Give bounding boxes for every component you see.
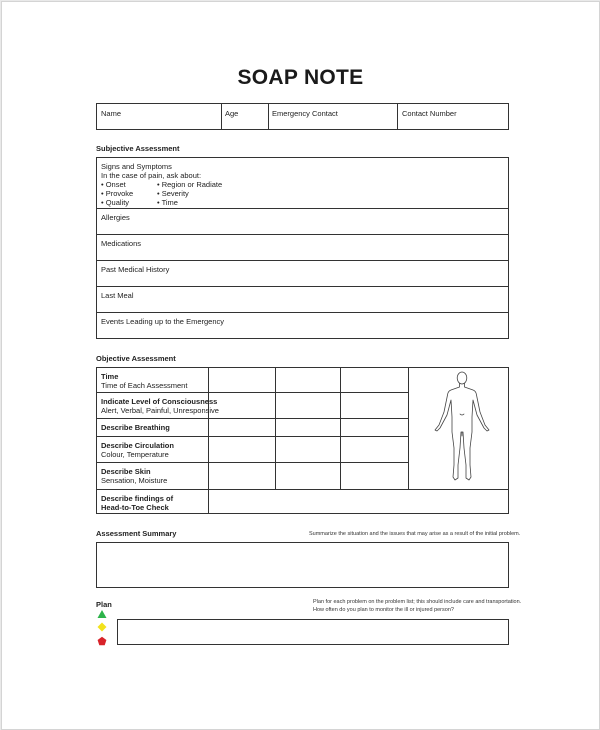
head-to-toe-row-label: Describe findings of Head-to-Toe Check xyxy=(101,494,174,512)
bullet-severity: • Severity xyxy=(157,189,189,198)
plan-field[interactable] xyxy=(117,619,509,645)
red-pentagon-icon xyxy=(97,636,107,646)
divider xyxy=(96,418,408,419)
signs-title: Signs and Symptoms xyxy=(101,162,172,171)
plan-heading: Plan xyxy=(96,600,112,609)
divider xyxy=(96,234,509,235)
bullet-provoke: • Provoke xyxy=(101,189,134,198)
age-field[interactable]: Age xyxy=(225,109,239,118)
body-diagram-icon xyxy=(427,370,497,486)
divider xyxy=(96,462,408,463)
divider xyxy=(397,103,398,130)
divider xyxy=(340,367,341,489)
plan-instructions-2: How often do you plan to monitor the ill or injured person? xyxy=(313,607,454,613)
page-title: SOAP NOTE xyxy=(237,66,364,89)
plan-instructions-1: Plan for each problem on the problem list; this should include care and transportation. xyxy=(313,599,522,605)
events-field[interactable]: Events Leading up to the Emergency xyxy=(101,317,224,326)
divider xyxy=(96,208,509,209)
green-triangle-icon xyxy=(97,609,107,619)
assessment-instructions: Summarize the situation and the issues that may arise as a result of the initial problem. xyxy=(309,531,521,537)
divider xyxy=(96,286,509,287)
signs-symptoms-field[interactable] xyxy=(101,162,223,207)
name-field[interactable]: Name xyxy=(101,109,122,118)
divider xyxy=(268,103,269,130)
divider xyxy=(221,103,222,130)
divider xyxy=(275,367,276,489)
subjective-heading: Subjective Assessment xyxy=(96,144,180,153)
assessment-summary-field[interactable] xyxy=(96,542,509,588)
bullet-region: • Region or Radiate xyxy=(157,180,223,189)
divider xyxy=(96,260,509,261)
consciousness-row-label: Indicate Level of Consciousness Alert, Verbal, Painful, Unresponsive xyxy=(101,397,219,415)
yellow-diamond-icon xyxy=(97,622,107,632)
signs-intro: In the case of pain, ask about: xyxy=(101,171,202,180)
divider xyxy=(408,367,409,489)
skin-row-label: Describe Skin Sensation, Moisture xyxy=(101,467,168,485)
last-meal-field[interactable]: Last Meal xyxy=(101,291,134,300)
past-medical-history-field[interactable]: Past Medical History xyxy=(101,265,170,274)
divider xyxy=(96,312,509,313)
contact-number-field[interactable]: Contact Number xyxy=(402,109,457,118)
circulation-row-label: Describe Circulation Colour, Temperature xyxy=(101,441,174,459)
divider xyxy=(208,367,209,514)
bullet-quality: • Quality xyxy=(101,198,130,207)
page xyxy=(1,1,600,730)
allergies-field[interactable]: Allergies xyxy=(101,213,130,222)
divider xyxy=(96,436,408,437)
bullet-onset: • Onset xyxy=(101,180,126,189)
divider xyxy=(96,489,509,490)
time-row-label: Time Time of Each Assessment xyxy=(101,372,188,390)
medications-field[interactable]: Medications xyxy=(101,239,142,248)
divider xyxy=(96,392,408,393)
breathing-row-label: Describe Breathing xyxy=(101,423,170,432)
bullet-time: • Time xyxy=(157,198,178,207)
assessment-heading: Assessment Summary xyxy=(96,529,177,538)
emergency-contact-field[interactable]: Emergency Contact xyxy=(272,109,338,118)
objective-heading: Objective Assessment xyxy=(96,354,176,363)
